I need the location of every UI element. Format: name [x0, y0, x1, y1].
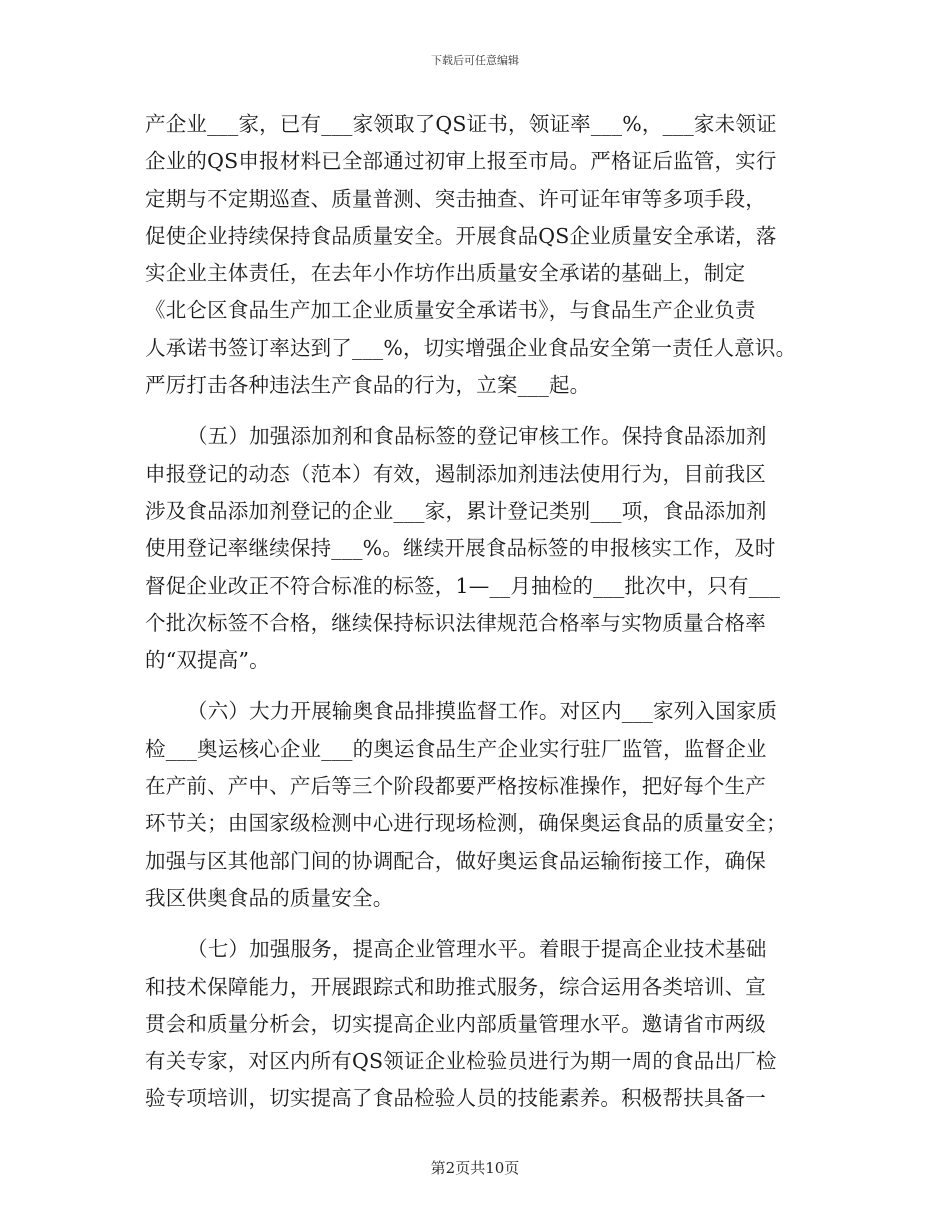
text-line: 验专项培训，切实提高了食品检验人员的技能素养。积极帮扶具备一: [145, 1086, 766, 1111]
text-line: 贯会和质量分析会，切实提高企业内部质量管理水平。邀请省市两级: [145, 1011, 766, 1036]
text-line: 在产前、产中、产后等三个阶段都要严格按标准操作，把好每个生产: [145, 774, 766, 799]
text-line: 环节关；由国家级检测中心进行现场检测，确保奥运食品的质量安全；: [145, 811, 787, 836]
text-line: 定期与不定期巡查、质量普测、突击抽查、许可证年审等多项手段，: [145, 186, 766, 211]
paragraph-qs-certification: [145, 106, 815, 404]
page-header-note: 下载后可任意编辑: [431, 54, 519, 67]
text-line: 的“双提高”。: [145, 648, 270, 673]
section-heading-line: （七）加强服务，提高企业管理水平。着眼于提高企业技术基础: [187, 937, 767, 962]
text-line: 检___奥运核心企业___的奥运食品生产企业实行驻厂监管，监督企业: [145, 736, 767, 761]
text-line: 使用登记率继续保持___%。继续开展食品标签的申报核实工作，及时: [145, 536, 776, 561]
text-line: 督促企业改正不符合标准的标签，1—__月抽检的___批次中，只有___: [145, 573, 781, 598]
text-line: 实企业主体责任，在去年小作坊作出质量安全承诺的基础上，制定: [145, 261, 746, 286]
text-line: 企业的QS申报材料已全部通过初审上报至市局。严格证后监管，实行: [145, 149, 777, 174]
text-line: 涉及食品添加剂登记的企业___家，累计登记类别___项，食品添加剂: [145, 498, 767, 523]
text-line: 严厉打击各种违法生产食品的行为，立案___起。: [145, 373, 591, 398]
section-heading-line: （五）加强添加剂和食品标签的登记审核工作。保持食品添加剂: [187, 424, 767, 449]
text-line: 《北仑区食品生产加工企业质量安全承诺书》，与食品生产企业负责: [145, 298, 756, 323]
text-line: 我区供奥食品的质量安全。: [145, 885, 394, 910]
text-line: 促使企业持续保持食品质量安全。开展食品QS企业质量安全承诺，落: [145, 223, 777, 248]
paragraph-section-7: [145, 931, 815, 1117]
page-number-footer: 第2页共10页: [430, 1159, 520, 1177]
text-line: 加强与区其他部门间的协调配合，做好奥运食品运输衔接工作，确保: [145, 848, 766, 873]
paragraph-section-6: [145, 693, 815, 917]
text-line: 人承诺书签订率达到了___%，切实增强企业食品安全第一责任人意识。: [145, 335, 797, 360]
document-body: [145, 106, 815, 1118]
text-line: 个批次标签不合格，继续保持标识法律规范合格率与实物质量合格率: [145, 610, 766, 635]
paragraph-section-5: [145, 418, 815, 679]
text-line: 申报登记的动态（范本）有效，遏制添加剂违法使用行为，目前我区: [145, 461, 766, 486]
text-line: 产企业___家，已有___家领取了QS证书，领证率___%，___家未领证: [145, 112, 777, 136]
text-line: 和技术保障能力，开展跟踪式和助推式服务，综合运用各类培训、宣: [145, 974, 766, 999]
text-line: 有关专家，对区内所有QS领证企业检验员进行为期一周的食品出厂检: [145, 1049, 777, 1074]
section-heading-line: （六）大力开展输奥食品排摸监督工作。对区内___家列入国家质: [187, 699, 778, 724]
